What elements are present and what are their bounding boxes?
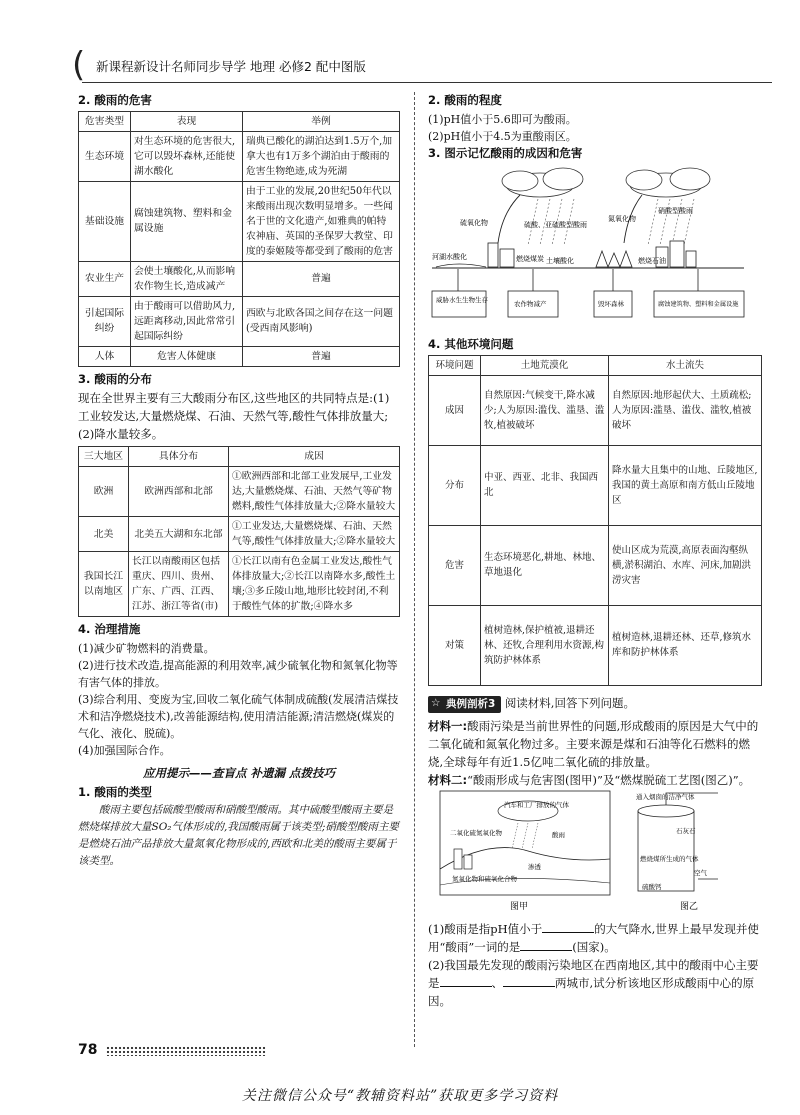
section-title-measures: 4. 治理措施 bbox=[78, 622, 141, 637]
table-row bbox=[429, 525, 762, 605]
case-tag bbox=[428, 696, 501, 713]
page-number-block bbox=[78, 1040, 268, 1062]
table-cell: 我国长江以南地区 bbox=[79, 552, 129, 617]
table-header: 水土流失 bbox=[609, 355, 762, 375]
table-row bbox=[79, 346, 400, 366]
section-title-degree: 2. 酸雨的程度 bbox=[428, 93, 502, 107]
figure-label: 酸雨 bbox=[552, 831, 565, 840]
table-row bbox=[79, 296, 400, 346]
diagram-label: 燃烧煤炭 bbox=[516, 255, 544, 264]
figure-label: 空气 bbox=[694, 869, 707, 878]
table-cell: 使山区成为荒漠,高原表面沟壑纵横,淤积湖泊、水库、河床,加剧洪涝灾害 bbox=[609, 525, 762, 605]
question-text: (1)酸雨是指pH值小于 bbox=[428, 922, 543, 937]
diagram-label: 硫酸、亚硫酸型酸雨 bbox=[524, 221, 587, 230]
figure-label: 石灰石 bbox=[676, 827, 696, 836]
figure-label: 二氧化硫氮氧化物 bbox=[450, 829, 502, 838]
table-row bbox=[79, 261, 400, 296]
page-number: 78 bbox=[78, 1042, 98, 1058]
diagram-label: 土壤酸化 bbox=[546, 257, 574, 266]
measure-item: (3)综合利用、变废为宝,回收二氧化硫气体制成硫酸(发展清洁煤技术和洁净燃烧技术),改善能源结构,使用清洁能源;清洁燃烧(煤炭的气化、液化、脱硫)。 bbox=[78, 693, 399, 741]
table-cell: 引起国际纠纷 bbox=[79, 296, 131, 346]
right-column bbox=[428, 92, 762, 1010]
effect-box-label: 农作物减产 bbox=[514, 300, 547, 309]
question-text: 、 bbox=[491, 976, 503, 991]
question-2 bbox=[428, 956, 762, 1010]
cloud-left bbox=[502, 168, 583, 197]
table-cell: ①工业发达,大量燃烧煤、石油、天然气等,酸性气体排放量大;②降水量较大 bbox=[229, 517, 400, 552]
column-divider bbox=[414, 92, 415, 1047]
diagram-label: 硝酸型酸雨 bbox=[658, 207, 693, 216]
question-text: (2)我国最先发现的酸雨污染地区在西南地区,其中的酸雨中心主要是 bbox=[428, 958, 759, 991]
table-cell: 欧洲 bbox=[79, 467, 129, 517]
harm-table bbox=[78, 111, 400, 367]
table-row bbox=[79, 467, 400, 517]
table-row bbox=[79, 131, 400, 181]
table-header: 危害类型 bbox=[79, 111, 131, 131]
section-title-types: 1. 酸雨的类型 bbox=[78, 784, 152, 799]
figure-label: 通入烟囱的洁净气体 bbox=[636, 793, 695, 802]
measure-item: (1)减少矿物燃料的消费量。 bbox=[78, 642, 215, 656]
effect-box-label: 威胁水生生物生存 bbox=[436, 296, 488, 305]
figure-label: 氮氧化物和硫氧化合物 bbox=[452, 875, 517, 884]
table-cell: 北美 bbox=[79, 517, 129, 552]
figure-label: 燃烧煤所生成的气体 bbox=[640, 855, 699, 864]
figure-label: 渗透 bbox=[528, 863, 541, 872]
table-cell: 生态环境恶化,耕地、林地、草地退化 bbox=[481, 525, 609, 605]
types-text: 酸雨主要包括硫酸型酸雨和硝酸型酸雨。其中硫酸型酸雨主要是燃烧煤排放大量SO₂气体形成的,我国酸雨属于该类型;硝酸型酸雨主要是燃烧石油产品排放大量氮氧化物形成的,西欧和北美的酸雨主要属于该类型。 bbox=[78, 804, 399, 868]
diagram-label: 河湖水酸化 bbox=[432, 253, 467, 262]
table-cell: 欧洲西部和北部 bbox=[129, 467, 229, 517]
trees bbox=[596, 251, 632, 267]
table-cell: 生态环境 bbox=[79, 131, 131, 181]
environment-table bbox=[428, 355, 762, 686]
figure-label: 硫酸钙 bbox=[642, 883, 662, 892]
table-header: 三大地区 bbox=[79, 447, 129, 467]
lake bbox=[436, 264, 486, 267]
answer-blank[interactable] bbox=[440, 975, 492, 987]
table-header: 表现 bbox=[131, 111, 243, 131]
material-label: 材料一: bbox=[428, 719, 468, 734]
table-row bbox=[429, 445, 762, 525]
header-title: 新课程新设计名师同步导学 地理 必修2 配中图版 bbox=[96, 59, 366, 74]
question-text: 的大气降水,世界上最早发现并使用“酸雨”一词的是 bbox=[428, 922, 759, 955]
table-header: 举例 bbox=[243, 111, 400, 131]
answer-blank[interactable] bbox=[503, 975, 555, 987]
table-row bbox=[79, 181, 400, 261]
diagram-label: 氮氧化物 bbox=[608, 215, 636, 224]
table-cell: 普遍 bbox=[243, 261, 400, 296]
table-cell: 植树造林,保护植被,退耕还林、还牧,合理利用水资源,构筑防护林体系 bbox=[481, 605, 609, 685]
case-tag-label: 典例剖析3 bbox=[446, 697, 496, 710]
table-cell: 农业生产 bbox=[79, 261, 131, 296]
table-cell: 会使土壤酸化,从而影响农作物生长,造成减产 bbox=[131, 261, 243, 296]
cloud-right bbox=[626, 168, 710, 197]
figure-caption: 图乙 bbox=[680, 902, 699, 913]
figure-label: 汽车和工厂排放的气体 bbox=[504, 801, 569, 810]
table-cell: 自然原因:地形起伏大、土质疏松;人为原因:滥垦、滥伐、滥牧,植被破坏 bbox=[609, 375, 762, 445]
table-row bbox=[79, 517, 400, 552]
table-cell: 植树造林,退耕还林、还草,修筑水库和防护林体系 bbox=[609, 605, 762, 685]
header-rule bbox=[82, 82, 772, 83]
connector-lines bbox=[458, 269, 698, 291]
table-cell: 由于酸雨可以借助风力,远距离移动,因此常常引起国际纠纷 bbox=[131, 296, 243, 346]
left-column bbox=[78, 92, 400, 870]
table-cell: 自然原因:气候变干,降水减少;人为原因:滥伐、滥垦、滥牧,植被破坏 bbox=[481, 375, 609, 445]
table-cell: 长江以南酸雨区包括重庆、四川、贵州、广东、广西、江西、江苏、浙江等省(市) bbox=[129, 552, 229, 617]
tip-heading: 应用提示——查盲点 补遗漏 点拨技巧 bbox=[142, 766, 335, 781]
table-cell: ①长江以南有色金属工业发达,酸性气体排放量大;②长江以南降水多,酸性土壤;③多丘陵山地,地形比较封闭,不利于酸性气体的扩散;④降水多 bbox=[229, 552, 400, 617]
case-heading bbox=[428, 694, 762, 713]
effect-box-label: 毁坏森林 bbox=[598, 300, 624, 309]
table-cell: 降水量大且集中的山地、丘陵地区,我国的黄土高原和南方低山丘陵地区 bbox=[609, 445, 762, 525]
section-title-other: 4. 其他环境问题 bbox=[428, 337, 514, 352]
degree-item: (1)pH值小于5.6即可为酸雨。 bbox=[428, 112, 577, 126]
figures-jia-yi bbox=[428, 789, 762, 915]
table-row bbox=[429, 605, 762, 685]
table-cell: ①欧洲西部和北部工业发展早,工业发达,大量燃烧煤、石油、天然气等矿物燃料,酸性气体排放量大;②降水量较大 bbox=[229, 467, 400, 517]
section-title-diagram: 3. 图示记忆酸雨的成因和危害 bbox=[428, 145, 583, 160]
question-1 bbox=[428, 920, 762, 956]
table-header: 具体分布 bbox=[129, 447, 229, 467]
star-icon: ☆ bbox=[431, 696, 441, 709]
answer-blank[interactable] bbox=[520, 939, 572, 951]
section-title-distribution: 3. 酸雨的分布 bbox=[78, 371, 152, 386]
table-cell: 由于工业的发展,20世纪50年代以来酸雨出现次数明显增多。一些闻名于世的文化遗产,如雅典的帕特农神庙、英国的圣保罗大教堂、印度的泰姬陵等都受到了酸雨的危害 bbox=[243, 181, 400, 261]
question-text: (国家)。 bbox=[572, 940, 616, 955]
table-row bbox=[429, 375, 762, 445]
table-cell: 瑞典已酸化的湖泊达到1.5万个,加拿大也有1万多个湖泊由于酸雨的危害生物绝迹,成为死湖 bbox=[243, 131, 400, 181]
answer-blank[interactable] bbox=[542, 921, 594, 933]
question-text: 两城市,试分析该地区形成酸雨中心的原因。 bbox=[428, 976, 755, 1009]
table-cell: 对策 bbox=[429, 605, 481, 685]
diagram-label: 燃烧石油 bbox=[638, 257, 666, 266]
table-header: 成因 bbox=[229, 447, 400, 467]
acid-rain-diagram bbox=[428, 163, 748, 331]
material-text: 酸雨污染是当前世界性的问题,形成酸雨的原因是大气中的二氧化硫和氮氧化物过多。主要来源是煤和石油等化石燃料的燃烧,全球每年有近1.5亿吨二氧化硫的排放量。 bbox=[428, 719, 759, 770]
table-header: 土地荒漠化 bbox=[481, 355, 609, 375]
distribution-table bbox=[78, 446, 400, 617]
material-text: “酸雨形成与危害图(图甲)”及“燃煤脱硫工艺图(图乙)”。 bbox=[467, 773, 751, 788]
dot-pattern bbox=[106, 1046, 266, 1056]
table-cell: 基础设施 bbox=[79, 181, 131, 261]
effect-box-label: 腐蚀建筑物、塑料和金属设施 bbox=[658, 301, 739, 309]
material-2 bbox=[428, 771, 762, 789]
table-header: 环境问题 bbox=[429, 355, 481, 375]
table-cell: 对生态环境的危害很大,它可以毁坏森林,还能使湖水酸化 bbox=[131, 131, 243, 181]
distribution-text: 现在全世界主要有三大酸雨分布区,这些地区的共同特点是:(1)工业较发达,大量燃烧煤、石油、天然气等,酸性气体排放量大;(2)降水量较多。 bbox=[78, 391, 390, 442]
case-intro: 阅读材料,回答下列问题。 bbox=[504, 695, 635, 710]
table-cell: 中亚、西亚、北非、我国西北 bbox=[481, 445, 609, 525]
measure-item: (2)进行技术改造,提高能源的利用效率,减少硫氧化物和氮氧化物等有害气体的排放。 bbox=[78, 659, 398, 690]
table-row bbox=[79, 552, 400, 617]
table-cell: 普遍 bbox=[243, 346, 400, 366]
table-cell: 北美五大湖和东北部 bbox=[129, 517, 229, 552]
table-cell: 危害人体健康 bbox=[131, 346, 243, 366]
table-cell: 西欧与北欧各国之间存在这一问题(受西南风影响) bbox=[243, 296, 400, 346]
figure-jia bbox=[440, 791, 610, 912]
material-label: 材料二: bbox=[428, 773, 468, 788]
header-bracket: ( bbox=[72, 45, 86, 85]
table-cell: 危害 bbox=[429, 525, 481, 605]
material-1 bbox=[428, 717, 762, 771]
table-cell: 分布 bbox=[429, 445, 481, 525]
footer-note: 关注微信公众号“教辅资料站”获取更多学习资料 bbox=[241, 1088, 559, 1104]
section-title-harm: 2. 酸雨的危害 bbox=[78, 93, 152, 107]
measure-item: (4)加强国际合作。 bbox=[78, 744, 171, 758]
factories-left bbox=[488, 243, 514, 267]
table-cell: 成因 bbox=[429, 375, 481, 445]
diagram-label: 硫氧化物 bbox=[460, 219, 488, 228]
table-cell: 腐蚀建筑物、塑料和金属设施 bbox=[131, 181, 243, 261]
figure-yi bbox=[636, 792, 718, 912]
page-header bbox=[72, 45, 772, 85]
degree-item: (2)pH值小于4.5为重酸雨区。 bbox=[428, 129, 577, 143]
table-cell: 人体 bbox=[79, 346, 131, 366]
figure-caption: 图甲 bbox=[510, 902, 529, 913]
